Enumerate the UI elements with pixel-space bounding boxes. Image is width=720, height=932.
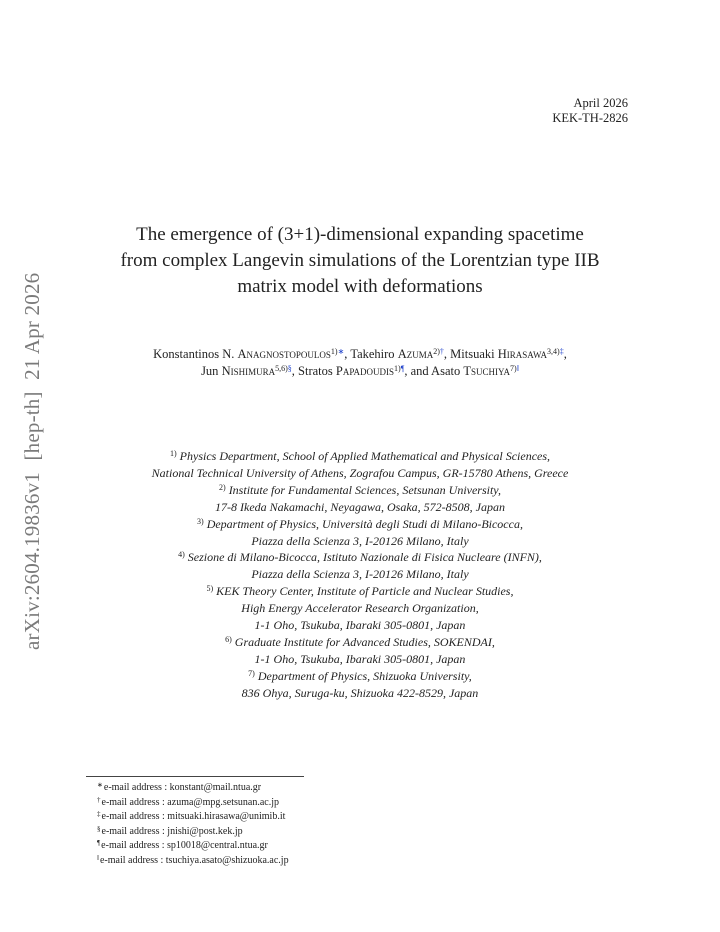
title-line: The emergence of (3+1)-dimensional expanding spacetime — [136, 224, 584, 245]
title-line: matrix model with deformations — [237, 276, 483, 297]
footnote-divider — [86, 776, 304, 777]
title-line: from complex Langevin simulations of the Lorentzian type IIB — [120, 250, 600, 271]
affiliation-line: 836 Ohya, Suruga-ku, Shizuoka 422-8529, Japan — [241, 685, 479, 700]
arxiv-category: [hep-th] — [20, 391, 44, 461]
arxiv-sidebar-stamp — [20, 250, 45, 650]
footnote-list — [97, 781, 289, 868]
author: Stratos Papadoudis$^{1)\P}$ — [298, 364, 405, 378]
affiliation-line: 1-1 Oho, Tsukuba, Ibaraki 305-0801, Japan — [254, 618, 466, 633]
paper-title — [90, 222, 630, 300]
affiliation-line: 17-8 Ikeda Nakamachi, Neyagawa, Osaka, 572-8508, Japan — [215, 499, 505, 514]
affiliation-line: Piazza della Scienza 3, I-20126 Milano, Italy — [251, 533, 469, 548]
footnote-email: ¶e-mail address : sp10018@central.ntua.gr — [97, 839, 268, 851]
author-line: Konstantinos N. Anagnostopoulos$^{1)∗}$, Takehiro Azuma$^{2)\dagger}$, Mitsuaki Hirasawa$^{3,4)\ddagger}$, — [153, 347, 567, 361]
footnote-email: §e-mail address : jnishi@post.kek.jp — [97, 824, 243, 837]
author: Asato Tsuchiya$^{7)‖}$ — [431, 364, 519, 378]
footnote-email: †e-mail address : azuma@mpg.setsunan.ac.jp — [97, 795, 279, 808]
author: Konstantinos N. Anagnostopoulos$^{1)∗}$ — [153, 347, 345, 361]
affiliation-line: $^{5)}$ KEK Theory Center, Institute of Particle and Nuclear Studies, — [206, 584, 514, 599]
affiliation-line: $^{6)}$ Graduate Institute for Advanced Studies, SOKENDAI, — [225, 634, 495, 649]
footnote-email: ∗e-mail address : konstant@mail.ntua.gr — [97, 781, 262, 793]
affiliation-line: $^{3)}$ Department of Physics, Università degli Studi di Milano-Bicocca, — [197, 516, 523, 531]
arxiv-id: arXiv:2604.19836v1 — [20, 472, 44, 650]
affiliation-line: 1-1 Oho, Tsukuba, Ibaraki 305-0801, Japan — [254, 651, 466, 666]
report-date: April 2026 — [573, 96, 628, 110]
report-header — [552, 96, 628, 126]
author: Takehiro Azuma$^{2)\dagger}$ — [350, 347, 444, 361]
footnote-email: ‡e-mail address : mitsuaki.hirasawa@unimib.it — [97, 810, 286, 822]
author: Jun Nishimura$^{5,6)\S}$ — [201, 364, 292, 378]
affiliation-line: National Technical University of Athens, Zografou Campus, GR-15780 Athens, Greece — [151, 465, 569, 480]
affiliation-line: $^{1)}$ Physics Department, School of Applied Mathematical and Physical Sciences, — [169, 449, 551, 463]
affiliation-line: $^{2)}$ Institute for Fundamental Sciences, Setsunan University, — [219, 482, 501, 497]
affiliation-list — [60, 448, 660, 702]
affiliation-line: $^{7)}$ Department of Physics, Shizuoka University, — [248, 668, 472, 683]
affiliation-line: Piazza della Scienza 3, I-20126 Milano, Italy — [251, 567, 469, 582]
affiliation-line: High Energy Accelerator Research Organization, — [241, 601, 479, 616]
report-number: KEK-TH-2826 — [552, 111, 628, 125]
author-line: Jun Nishimura$^{5,6)\S}$, Stratos Papadoudis$^{1)\P}$, and Asato Tsuchiya$^{7)‖}$ — [201, 364, 519, 378]
author-list — [60, 346, 660, 380]
author: Mitsuaki Hirasawa$^{3,4)\ddagger}$ — [450, 347, 564, 361]
arxiv-date: 21 Apr 2026 — [20, 272, 44, 380]
footnote-email: ‖e-mail address : tsuchiya.asato@shizuoka.ac.jp — [97, 853, 289, 866]
affiliation-line: $^{4)}$ Sezione di Milano-Bicocca, Istituto Nazionale di Fisica Nucleare (INFN), — [178, 550, 542, 565]
